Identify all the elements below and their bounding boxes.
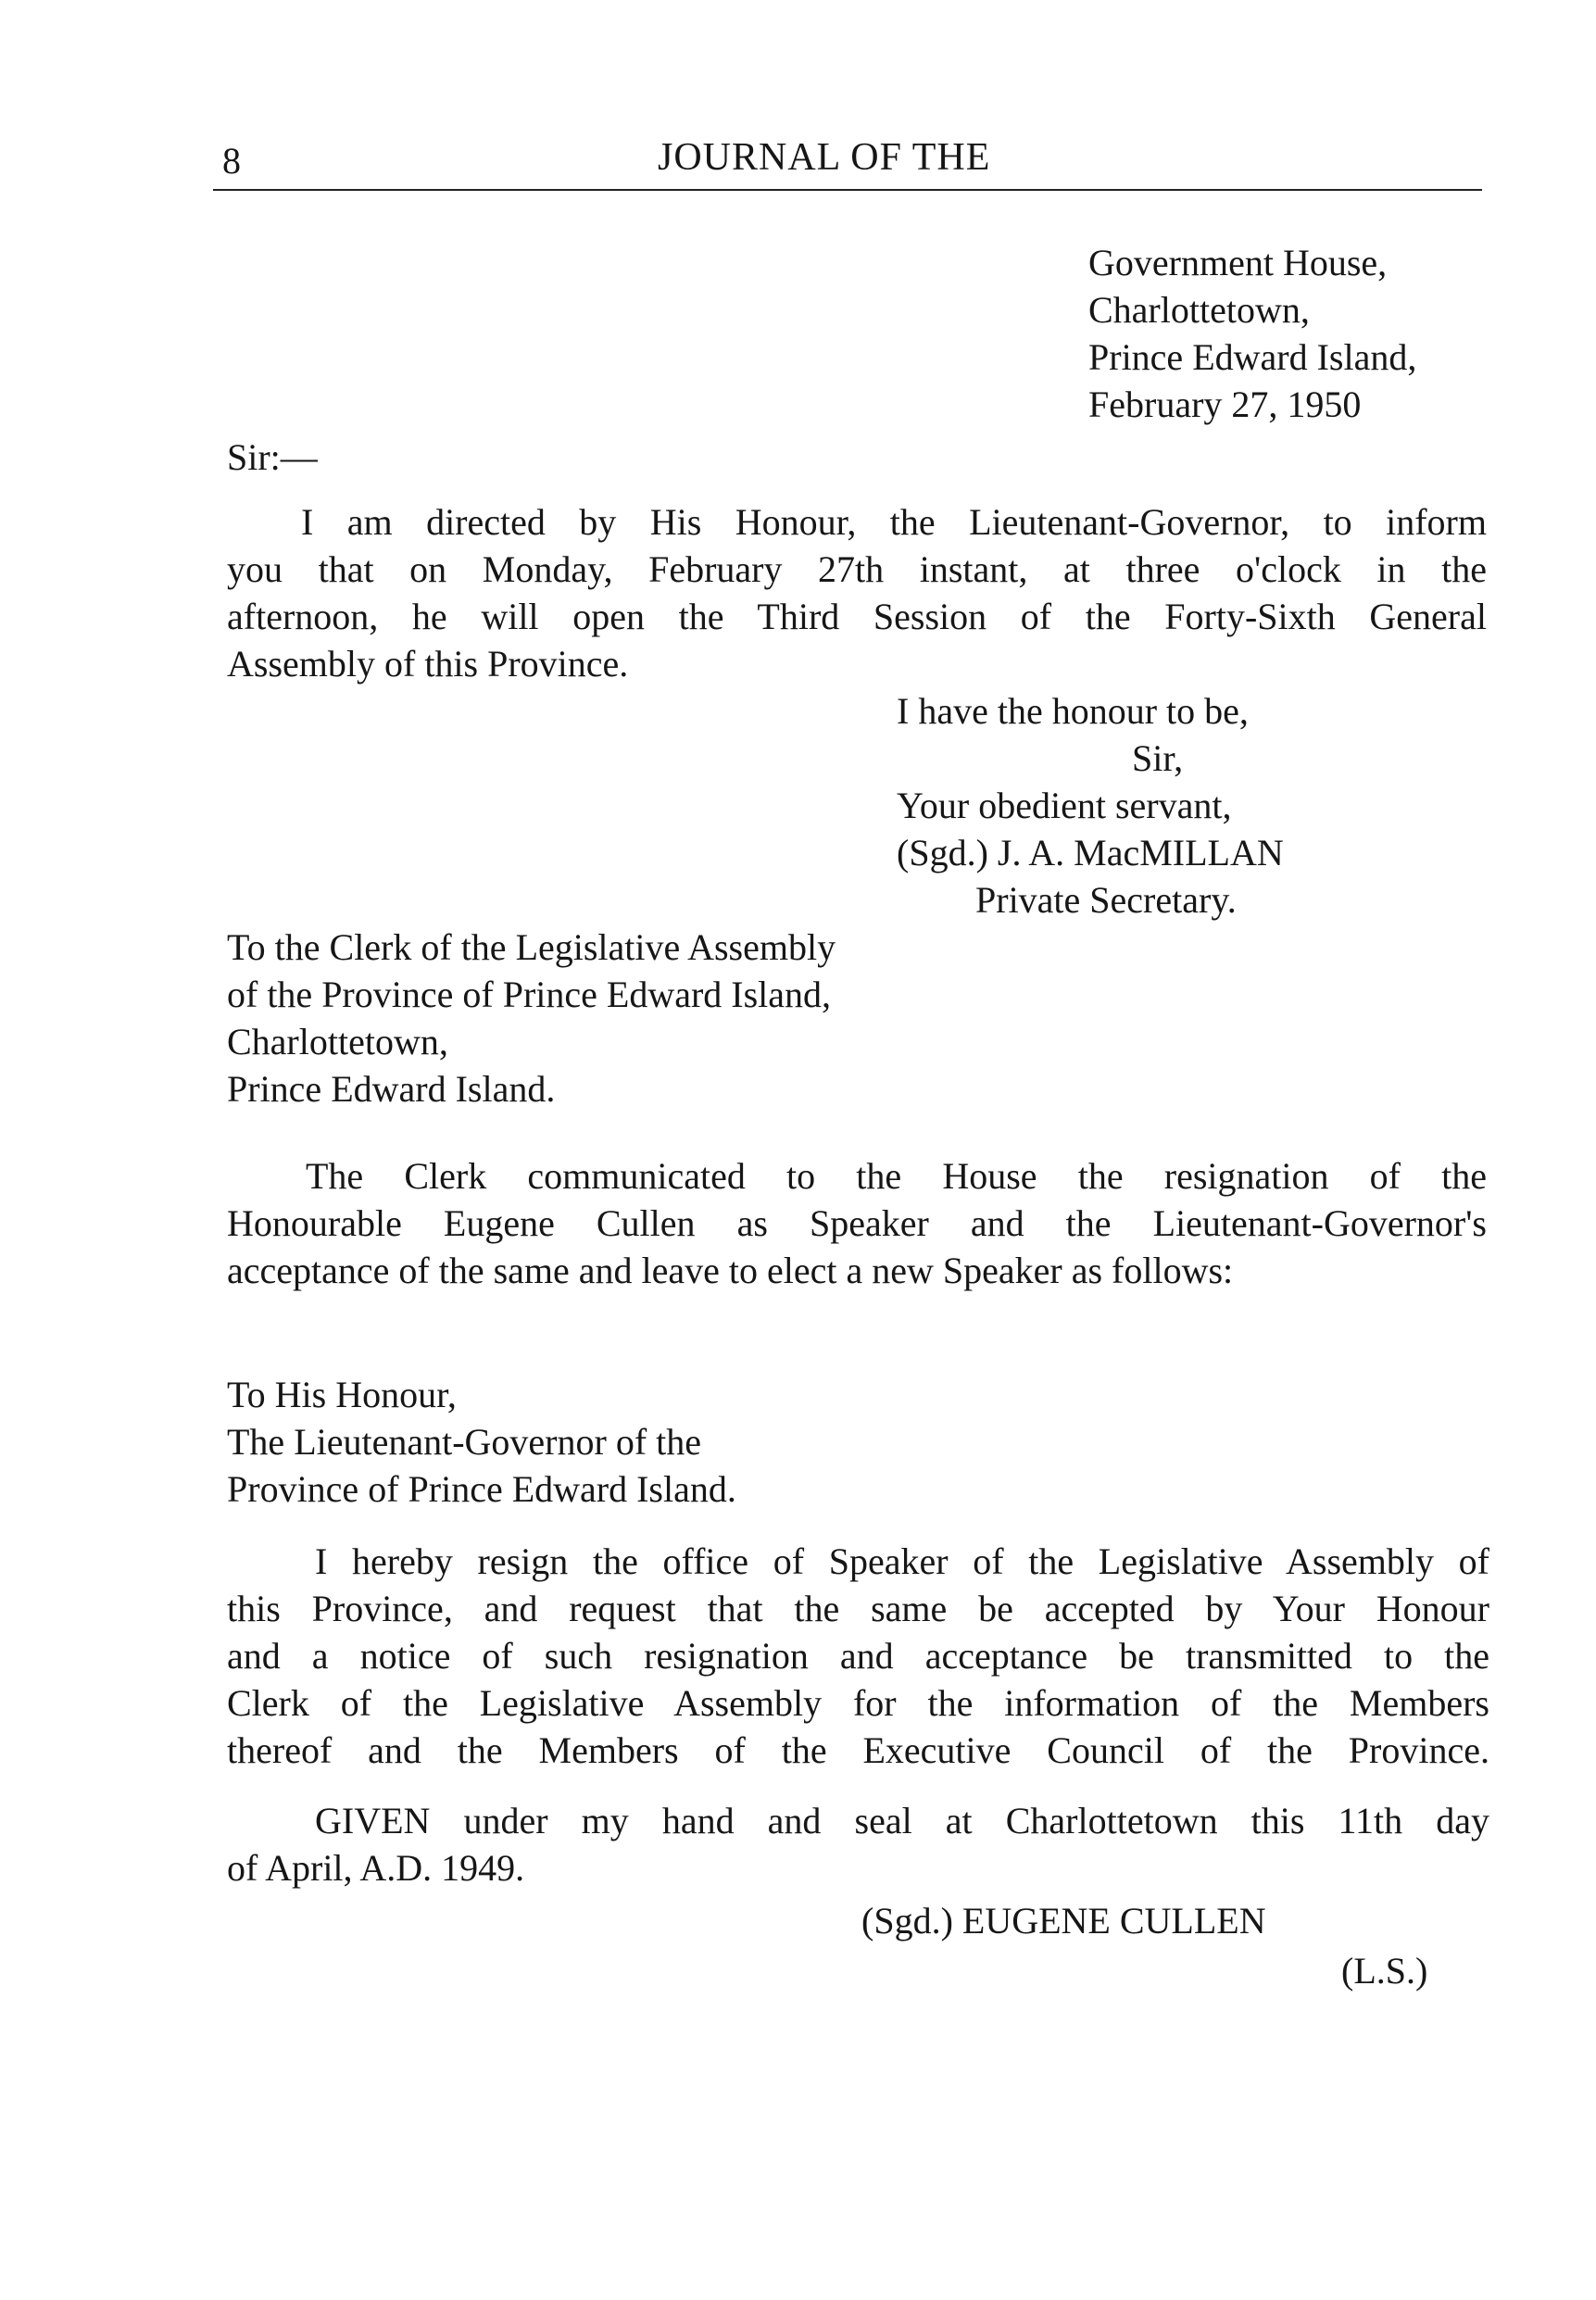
body-line: Assembly of this Province. (227, 643, 629, 685)
recipient-line: To the Clerk of the Legislative Assembly (227, 926, 836, 968)
resignation-line: and a notice of such resignation and acceptance be transmitted to the (227, 1635, 1489, 1677)
seal-mark: (L.S.) (1341, 1950, 1428, 1992)
address-line: Prince Edward Island, (1088, 336, 1417, 378)
addressee-line: To His Honour, (227, 1374, 457, 1415)
resignation-line: Clerk of the Legislative Assembly for the information of the Members (227, 1682, 1489, 1724)
resignation-line: thereof and the Members of the Executive Council of the Province. (227, 1729, 1489, 1771)
body-line: you that on Monday, February 27th instant, at three o'clock in the (227, 548, 1487, 590)
resignation-line: this Province, and request that the same be accepted by Your Honour (227, 1588, 1489, 1629)
closing-line: Your obedient servant, (897, 785, 1232, 826)
signature: (Sgd.) J. A. MacMILLAN (897, 832, 1284, 873)
signature: (Sgd.) EUGENE CULLEN (861, 1900, 1266, 1942)
narrative-line: acceptance of the same and leave to elect a new Speaker as follows: (227, 1250, 1234, 1291)
address-line: Charlottetown, (1088, 289, 1310, 331)
signatory-title: Private Secretary. (975, 879, 1237, 921)
closing-line: I have the honour to be, (897, 690, 1249, 732)
narrative-line: Honourable Eugene Cullen as Speaker and the Lieutenant-Governor's (227, 1202, 1487, 1244)
recipient-line: of the Province of Prince Edward Island, (227, 974, 832, 1015)
narrative-line: The Clerk communicated to the House the resignation of the (306, 1155, 1487, 1197)
running-head (213, 130, 1482, 191)
page-number: 8 (222, 140, 241, 182)
recipient-line: Prince Edward Island. (227, 1068, 556, 1110)
given-line: GIVEN under my hand and seal at Charlottetown this 11th day (315, 1800, 1489, 1841)
given-line: of April, A.D. 1949. (227, 1847, 525, 1889)
address-date: February 27, 1950 (1088, 383, 1362, 425)
addressee-line: The Lieutenant-Governor of the (227, 1421, 702, 1463)
journal-title: JOURNAL OF THE (658, 136, 991, 179)
salutation: Sir:— (227, 436, 318, 478)
body-line: I am directed by His Honour, the Lieutenant-Governor, to inform (301, 501, 1487, 543)
recipient-line: Charlottetown, (227, 1021, 448, 1062)
resignation-line: I hereby resign the office of Speaker of the Legislative Assembly of (315, 1540, 1489, 1582)
addressee-line: Province of Prince Edward Island. (227, 1468, 736, 1510)
body-line: afternoon, he will open the Third Session of the Forty-Sixth General (227, 596, 1487, 637)
address-line: Government House, (1088, 242, 1388, 283)
closing-line: Sir, (1132, 737, 1184, 779)
